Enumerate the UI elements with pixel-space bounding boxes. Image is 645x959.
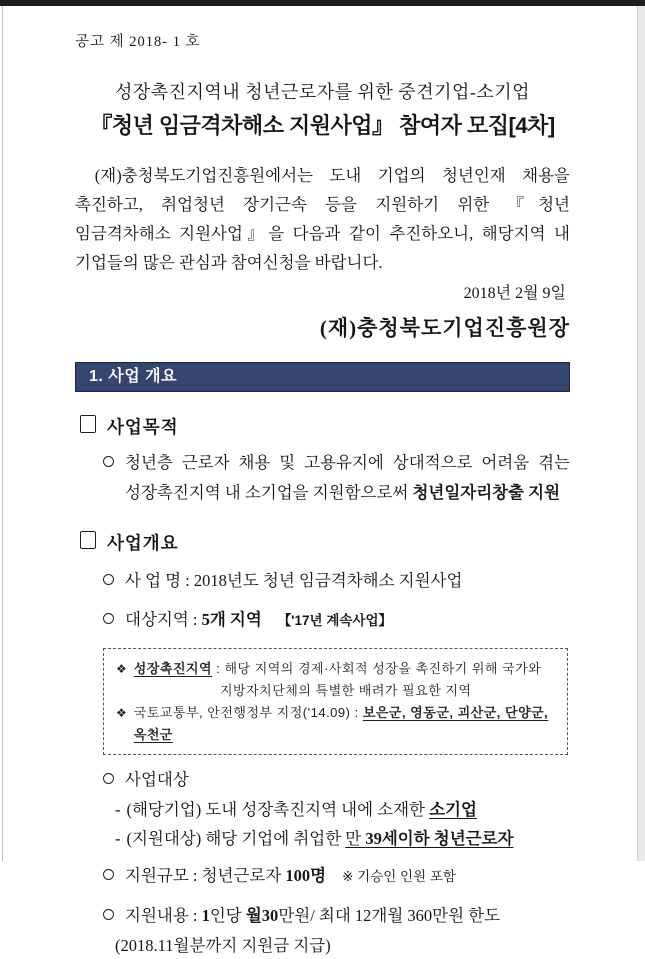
checkbox-square-icon	[80, 415, 96, 433]
list-item-project-target	[75, 765, 570, 795]
diamond-bullet-icon: ❖	[116, 706, 127, 720]
note-box-line-continuation	[116, 680, 557, 702]
circle-bullet-icon	[103, 773, 114, 784]
list-item-text: 지원내용 : 1인당 월30만원/ 최대 12개월 360만원 한도	[125, 906, 501, 925]
heading-label: 사업목적	[107, 417, 179, 437]
list-item-text: 대상지역 : 5개 지역 【'17년 계속사업】	[125, 610, 392, 629]
section-header-label: 1. 사업 개요	[89, 368, 178, 385]
document-page	[75, 6, 570, 959]
sub-item-eligible-worker	[75, 825, 570, 853]
circle-bullet-icon	[103, 456, 114, 467]
document-subtitle: 성장촉진지역내 청년근로자를 위한 중견기업-소기업	[114, 82, 531, 102]
note-box-text: 국토교통부, 안전행정부 지정('14.09) : 보은군, 영동군, 괴산군, 단양군, 옥천군	[133, 705, 549, 742]
list-item-support-content	[75, 901, 570, 931]
window-top-bar	[0, 0, 645, 6]
circle-bullet-icon	[103, 869, 114, 880]
heading-project-overview	[75, 530, 570, 555]
circle-bullet-icon	[103, 909, 114, 920]
list-item-text: 사업대상	[125, 770, 189, 789]
list-item-purpose	[75, 448, 570, 508]
list-item-text: 청년층 근로자 채용 및 고용유지에 상대적으로 어려움 겪는 성장촉진지역 내 소기업을 지원함으로써 청년일자리창출 지원	[125, 453, 570, 502]
sub-item-text: (해당기업) 도내 성장촉진지역 내에 소재한 소기업	[126, 800, 477, 819]
page-edge-line	[2, 6, 3, 861]
growth-region-note-box	[103, 648, 568, 755]
document-title: 『청년 임금격차해소 지원사업』 참여자 모집[4차]	[90, 113, 555, 138]
note-box-line	[116, 658, 557, 680]
sub-item-eligible-company	[75, 796, 570, 824]
announcement-date: 2018년 2월 9일	[463, 285, 566, 302]
intro-paragraph: (재)충청북도기업진흥원에서는 도내 기업의 청년인재 채용을 촉진하고, 취업청년 장기근속 등을 지원하기 위한 『청년 임금격차해소 지원사업』을 다음과 같이 추진하오니, 해당지역 내 기업들의 많은 관심과 참여신청을 바랍니다.	[75, 166, 570, 272]
note-box-text: 지방자치단체의 특별한 배려가 필요한 지역	[220, 683, 472, 698]
diamond-bullet-icon: ❖	[116, 662, 127, 676]
dash-bullet-icon: -	[115, 829, 121, 848]
sub-item-text: (지원대상) 해당 기업에 취업한 만 39세이하 청년근로자	[126, 829, 514, 848]
note-box-text: 성장촉진지역 : 해당 지역의 경제·사회적 성장을 촉진하기 위해 국가와	[133, 661, 542, 676]
section-header-overview	[75, 362, 570, 392]
list-item-project-name	[75, 566, 570, 596]
list-item-text: 지원규모 : 청년근로자 100명 ※ 기승인 인원 포함	[125, 866, 456, 885]
heading-project-purpose	[75, 414, 570, 439]
doc-number: 공고 제 2018- 1 호	[75, 34, 201, 50]
scrollbar-track[interactable]	[637, 6, 645, 861]
issuer-signature: (재)충청북도기업진흥원장	[319, 316, 570, 340]
support-content-continuation: (2018.11월분까지 지원금 지급)	[115, 936, 331, 955]
list-item-target-region	[75, 605, 570, 636]
circle-bullet-icon	[103, 613, 114, 624]
circle-bullet-icon	[103, 574, 114, 585]
list-item-text: 사 업 명 : 2018년도 청년 임금격차해소 지원사업	[125, 571, 463, 590]
dash-bullet-icon: -	[115, 800, 121, 819]
note-box-line	[116, 702, 557, 746]
heading-label: 사업개요	[107, 533, 179, 553]
list-item-support-scale	[75, 861, 570, 892]
checkbox-square-icon	[80, 531, 96, 549]
